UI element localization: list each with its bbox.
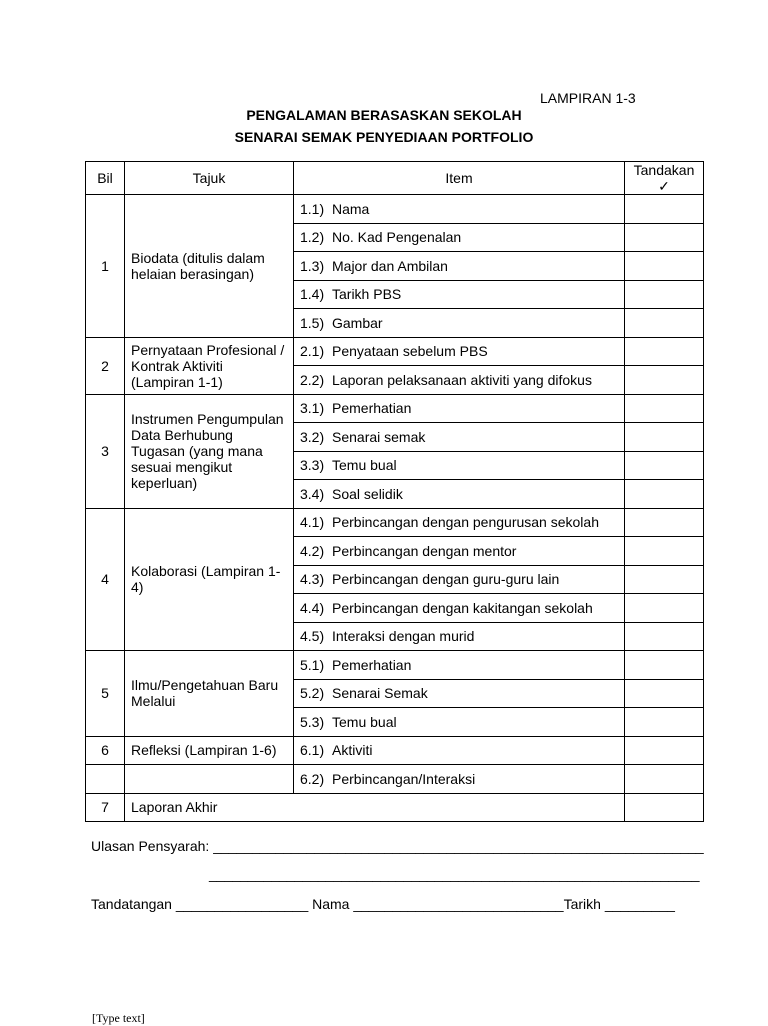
tandakan-checkbox-cell[interactable] bbox=[625, 480, 704, 509]
bil-cell bbox=[86, 765, 125, 794]
tandakan-checkbox-cell[interactable] bbox=[625, 594, 704, 623]
item-cell bbox=[294, 679, 625, 708]
ulasan-field[interactable]: _______________________________________________________________ bbox=[213, 838, 704, 854]
item-number: 1.3) bbox=[300, 257, 325, 274]
item-text: Perbincangan dengan guru-guru lain bbox=[332, 571, 560, 588]
item-cell bbox=[294, 451, 625, 480]
tandakan-checkbox-cell[interactable] bbox=[625, 708, 704, 737]
item-text: Perbincangan dengan pengurusan sekolah bbox=[332, 514, 599, 531]
tandakan-checkbox-cell[interactable] bbox=[625, 508, 704, 537]
bil-cell: 1 bbox=[86, 195, 125, 338]
item-cell bbox=[294, 480, 625, 509]
tajuk-cell: Refleksi (Lampiran 1-6) bbox=[125, 736, 294, 765]
col-item-header: Item bbox=[294, 162, 625, 195]
item-number: 2.2) bbox=[300, 371, 325, 388]
item-text: Laporan pelaksanaan aktiviti yang difokus bbox=[332, 371, 592, 388]
tandakan-checkbox-cell[interactable] bbox=[625, 451, 704, 480]
tajuk-cell: Ilmu/Pengetahuan Baru Melalui bbox=[125, 651, 294, 737]
tandakan-checkbox-cell[interactable] bbox=[625, 565, 704, 594]
item-cell bbox=[294, 223, 625, 252]
item-number: 5.2) bbox=[300, 685, 325, 702]
tandakan-checkbox-cell[interactable] bbox=[625, 765, 704, 794]
type-text-placeholder: [Type text] bbox=[92, 1011, 145, 1025]
item-cell bbox=[294, 508, 625, 537]
nama-label: Nama bbox=[308, 896, 354, 912]
col-bil-header: Bil bbox=[86, 162, 125, 195]
tandakan-label: Tandakan bbox=[633, 162, 695, 178]
tarikh-field[interactable]: _________ bbox=[604, 896, 675, 912]
table-row bbox=[86, 394, 704, 423]
item-number: 6.1) bbox=[300, 742, 325, 759]
col-tandakan-header bbox=[625, 162, 704, 195]
ulasan-label: Ulasan Pensyarah: bbox=[91, 838, 214, 854]
tandakan-checkbox-cell[interactable] bbox=[625, 394, 704, 423]
item-number: 4.5) bbox=[300, 628, 325, 645]
item-cell bbox=[294, 195, 625, 224]
item-cell bbox=[294, 394, 625, 423]
item-cell bbox=[294, 366, 625, 395]
item-text: Perbincangan/Interaksi bbox=[332, 770, 476, 787]
tandakan-checkbox-cell[interactable] bbox=[625, 793, 704, 822]
item-cell bbox=[294, 252, 625, 281]
item-number: 5.1) bbox=[300, 656, 325, 673]
item-cell bbox=[294, 309, 625, 338]
item-text: Temu bual bbox=[332, 713, 397, 730]
item-text: Gambar bbox=[332, 314, 383, 331]
ulasan-row bbox=[91, 838, 704, 854]
bil-cell: 3 bbox=[86, 394, 125, 508]
bil-cell: 4 bbox=[86, 508, 125, 651]
item-text: Perbincangan dengan kakitangan sekolah bbox=[332, 599, 593, 616]
item-cell bbox=[294, 765, 625, 794]
tajuk-cell: Instrumen Pengumpulan Data Berhubung Tugasan (yang mana sesuai mengikut keperluan) bbox=[125, 394, 294, 508]
item-text: Pemerhatian bbox=[332, 656, 412, 673]
checkmark-icon: ✓ bbox=[658, 178, 670, 194]
tandatangan-label: Tandatangan bbox=[91, 896, 176, 912]
tandakan-checkbox-cell[interactable] bbox=[625, 252, 704, 281]
item-number: 4.2) bbox=[300, 542, 325, 559]
signature-row bbox=[91, 896, 675, 912]
tajuk-cell: Biodata (ditulis dalam helaian berasingan) bbox=[125, 195, 294, 338]
lampiran-label: LAMPIRAN 1-3 bbox=[540, 90, 636, 106]
table-row bbox=[86, 793, 704, 822]
item-number: 4.3) bbox=[300, 571, 325, 588]
item-number: 3.2) bbox=[300, 428, 325, 445]
item-number: 1.1) bbox=[300, 200, 325, 217]
item-text: Interaksi dengan murid bbox=[332, 628, 475, 645]
item-text: Senarai semak bbox=[332, 428, 426, 445]
tajuk-cell: Laporan Akhir bbox=[125, 793, 625, 822]
tandakan-checkbox-cell[interactable] bbox=[625, 309, 704, 338]
ulasan-field-2[interactable]: _______________________________________________________________ bbox=[209, 866, 700, 882]
item-number: 6.2) bbox=[300, 770, 325, 787]
item-text: Soal selidik bbox=[332, 485, 403, 502]
item-text: Aktiviti bbox=[332, 742, 373, 759]
table-row bbox=[86, 736, 704, 765]
tandakan-checkbox-cell[interactable] bbox=[625, 195, 704, 224]
tandakan-checkbox-cell[interactable] bbox=[625, 223, 704, 252]
bil-cell: 2 bbox=[86, 337, 125, 394]
tandakan-checkbox-cell[interactable] bbox=[625, 337, 704, 366]
item-text: Senarai Semak bbox=[332, 685, 428, 702]
item-number: 3.1) bbox=[300, 400, 325, 417]
item-cell bbox=[294, 708, 625, 737]
tandakan-checkbox-cell[interactable] bbox=[625, 280, 704, 309]
tandakan-checkbox-cell[interactable] bbox=[625, 537, 704, 566]
item-cell bbox=[294, 736, 625, 765]
tarikh-label: Tarikh bbox=[563, 896, 605, 912]
item-text: Tarikh PBS bbox=[332, 286, 402, 303]
nama-field[interactable]: ___________________________ bbox=[353, 896, 564, 912]
item-number: 1.2) bbox=[300, 229, 325, 246]
item-number: 1.5) bbox=[300, 314, 325, 331]
item-text: No. Kad Pengenalan bbox=[332, 229, 462, 246]
table-row bbox=[86, 195, 704, 224]
page-title: PENGALAMAN BERASASKAN SEKOLAH bbox=[246, 107, 522, 123]
tajuk-cell: Pernyataan Profesional / Kontrak Aktiviti (Lampiran 1-1) bbox=[125, 337, 294, 394]
bil-cell: 5 bbox=[86, 651, 125, 737]
tandakan-checkbox-cell[interactable] bbox=[625, 423, 704, 452]
item-number: 5.3) bbox=[300, 713, 325, 730]
tandatangan-field[interactable]: _________________ bbox=[175, 896, 309, 912]
tandakan-checkbox-cell[interactable] bbox=[625, 622, 704, 651]
item-number: 4.4) bbox=[300, 599, 325, 616]
tajuk-cell bbox=[125, 765, 294, 794]
item-cell bbox=[294, 651, 625, 680]
table-header-row bbox=[86, 162, 704, 195]
item-cell bbox=[294, 537, 625, 566]
item-number: 4.1) bbox=[300, 514, 325, 531]
table-row bbox=[86, 337, 704, 366]
item-cell bbox=[294, 423, 625, 452]
col-tajuk-header: Tajuk bbox=[125, 162, 294, 195]
tandakan-checkbox-cell[interactable] bbox=[625, 679, 704, 708]
ulasan-row-2 bbox=[209, 866, 700, 882]
item-number: 3.3) bbox=[300, 457, 325, 474]
item-cell bbox=[294, 594, 625, 623]
page-subtitle: SENARAI SEMAK PENYEDIAAN PORTFOLIO bbox=[234, 129, 534, 145]
item-text: Penyataan sebelum PBS bbox=[332, 343, 488, 360]
table-row bbox=[86, 651, 704, 680]
bil-cell: 6 bbox=[86, 736, 125, 765]
item-number: 2.1) bbox=[300, 343, 325, 360]
item-cell bbox=[294, 337, 625, 366]
item-number: 3.4) bbox=[300, 485, 325, 502]
bil-cell: 7 bbox=[86, 793, 125, 822]
tajuk-cell: Kolaborasi (Lampiran 1-4) bbox=[125, 508, 294, 651]
item-cell bbox=[294, 565, 625, 594]
tandakan-checkbox-cell[interactable] bbox=[625, 736, 704, 765]
table-row bbox=[86, 765, 704, 794]
item-text: Pemerhatian bbox=[332, 400, 412, 417]
tandakan-checkbox-cell[interactable] bbox=[625, 651, 704, 680]
tandakan-checkbox-cell[interactable] bbox=[625, 366, 704, 395]
table-row bbox=[86, 508, 704, 537]
item-cell bbox=[294, 280, 625, 309]
checklist-table bbox=[85, 161, 704, 822]
item-cell bbox=[294, 622, 625, 651]
item-text: Major dan Ambilan bbox=[332, 257, 448, 274]
item-text: Nama bbox=[332, 200, 370, 217]
item-number: 1.4) bbox=[300, 286, 325, 303]
item-text: Temu bual bbox=[332, 457, 397, 474]
item-text: Perbincangan dengan mentor bbox=[332, 542, 517, 559]
